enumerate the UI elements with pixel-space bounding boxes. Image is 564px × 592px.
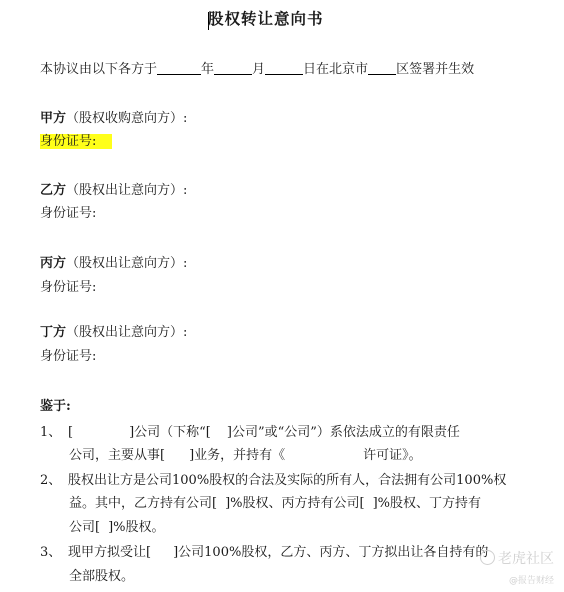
clause-1-text-d: 公司，主要从事[	[69, 448, 166, 463]
party-c-label: 丙方	[40, 256, 67, 271]
clause-1-line-2	[69, 447, 422, 465]
clause-3-text-c: 全部股权。	[69, 569, 135, 584]
party-b-role: （股权出让意向方）:	[66, 183, 188, 198]
clause-2-line-3	[69, 519, 165, 537]
clause-1-text-e: ]业务，并持有《	[189, 448, 286, 463]
party-d-heading	[40, 324, 187, 342]
clause-2-text-a: 股权出让方是公司100%股权的合法及实际的所有人，合法拥有公司100%权	[68, 473, 507, 488]
party-b-id-line	[40, 205, 96, 223]
clause-3-line-1	[40, 544, 488, 562]
intro-text-3: 区签署并生效	[396, 62, 475, 77]
party-a-heading	[40, 110, 187, 128]
party-d-id-line	[40, 348, 96, 366]
clause-1-text-c: ]公司”或“公司”）系依法成立的有限责任	[226, 425, 460, 440]
party-c-id-line	[40, 279, 96, 297]
clause-3-line-2	[69, 568, 134, 586]
watermark-logo-text: 老虎社区	[498, 551, 554, 567]
date-month-blank[interactable]	[214, 61, 252, 75]
clause-1-text-b: ]公司（下称“[	[129, 425, 211, 440]
whereas-heading: 鉴于:	[40, 399, 71, 414]
party-a-label: 甲方	[40, 111, 67, 126]
clause-2-number: 2、	[40, 473, 62, 488]
party-c-role: （股权出让意向方）:	[66, 256, 188, 271]
party-d-id-label[interactable]: 身份证号:	[40, 349, 97, 364]
intro-text-2: 日在北京市	[303, 62, 369, 77]
intro-year: 年	[201, 62, 215, 77]
clause-3-text-a: 现甲方拟受让[	[68, 545, 152, 560]
party-b-heading	[40, 182, 187, 200]
date-year-blank[interactable]	[157, 61, 201, 75]
party-a-id-label[interactable]: 身份证号:	[40, 134, 112, 149]
watermark-circle-icon	[480, 550, 495, 565]
clause-1-line-1	[40, 424, 460, 442]
watermark-logo	[480, 548, 554, 568]
clause-3-number: 3、	[40, 545, 62, 560]
party-a-role: （股权收购意向方）:	[66, 111, 188, 126]
clause-2-text-d: ]%股权、丁方持有	[372, 496, 482, 511]
party-a-id-line	[40, 133, 112, 151]
intro-month: 月	[252, 62, 266, 77]
intro-line	[40, 61, 474, 79]
party-d-role: （股权出让意向方）:	[66, 325, 188, 340]
clause-2-text-f: ]%股权。	[108, 520, 165, 535]
party-c-heading	[40, 255, 187, 273]
clause-1-text-a: [	[68, 425, 74, 440]
clause-1-text-f: 许可证》。	[363, 448, 422, 463]
party-b-label: 乙方	[40, 183, 67, 198]
party-c-id-label[interactable]: 身份证号:	[40, 280, 97, 295]
party-b-id-label[interactable]: 身份证号:	[40, 206, 97, 221]
document-title: 股权转让意向书	[208, 9, 324, 28]
clause-2-line-2	[69, 495, 481, 513]
intro-text-1: 本协议由以下各方于	[40, 62, 158, 77]
clause-2-text-b: 益。其中，乙方持有公司[	[69, 496, 218, 511]
clause-2-text-e: 公司[	[69, 520, 101, 535]
clause-2-text-c: ]%股权、丙方持有公司[	[225, 496, 365, 511]
party-d-label: 丁方	[40, 325, 67, 340]
district-blank[interactable]	[368, 61, 396, 75]
watermark-sub: @报告财经	[508, 576, 554, 586]
clause-1-number: 1、	[40, 425, 62, 440]
date-day-blank[interactable]	[265, 61, 303, 75]
clause-3-text-b: ]公司100%股权，乙方、丙方、丁方拟出让各自持有的	[173, 545, 489, 560]
clause-2-line-1	[40, 472, 506, 490]
